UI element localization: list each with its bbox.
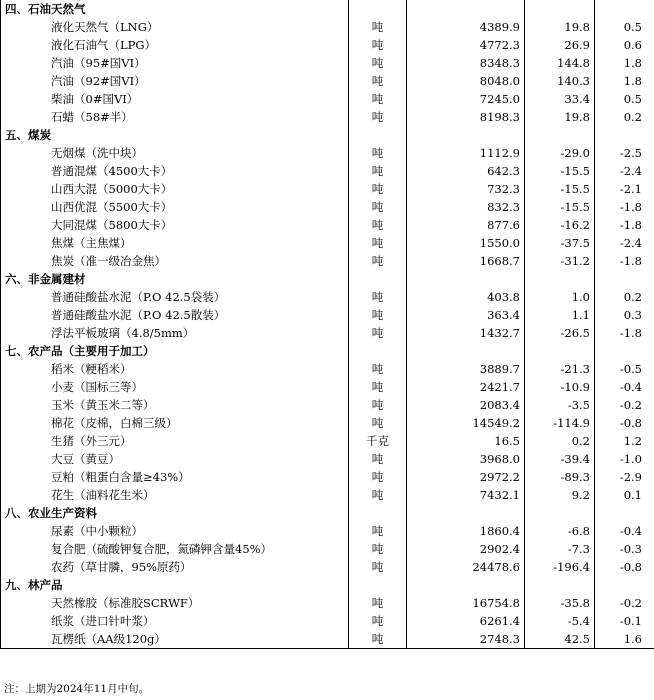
change-cell — [525, 0, 595, 18]
product-name: 液化天然气（LNG） — [1, 18, 349, 36]
product-name: 生猪（外三元） — [1, 432, 349, 450]
change-cell: -26.5 — [525, 324, 595, 342]
percent-cell — [595, 0, 654, 18]
price-cell: 403.8 — [407, 288, 525, 306]
price-cell: 2972.2 — [407, 468, 525, 486]
change-cell: 19.8 — [525, 108, 595, 126]
section-title: 七、农产品（主要用于加工） — [1, 342, 349, 360]
product-name: 玉米（黄玉米二等） — [1, 396, 349, 414]
unit-cell: 吨 — [349, 450, 407, 468]
change-cell: 42.5 — [525, 630, 595, 649]
footnote: 注：上期为2024年11月中旬。 — [4, 683, 150, 695]
unit-cell: 吨 — [349, 216, 407, 234]
price-cell: 16754.8 — [407, 594, 525, 612]
percent-cell: 0.2 — [595, 108, 654, 126]
change-cell: -15.5 — [525, 162, 595, 180]
section-header-row — [1, 0, 654, 18]
percent-cell: 1.8 — [595, 72, 654, 90]
unit-cell — [349, 576, 407, 594]
price-cell: 3889.7 — [407, 360, 525, 378]
percent-cell: -1.0 — [595, 450, 654, 468]
product-name: 普通硅酸盐水泥（P.O 42.5散装） — [1, 306, 349, 324]
price-cell — [407, 270, 525, 288]
unit-cell: 吨 — [349, 288, 407, 306]
product-name: 柴油（0#国VI） — [1, 90, 349, 108]
unit-cell: 吨 — [349, 162, 407, 180]
price-cell: 6261.4 — [407, 612, 525, 630]
change-cell: -37.5 — [525, 234, 595, 252]
change-cell: 33.4 — [525, 90, 595, 108]
table-row — [1, 558, 654, 576]
change-cell: -89.3 — [525, 468, 595, 486]
percent-cell: 1.8 — [595, 54, 654, 72]
change-cell — [525, 504, 595, 522]
unit-cell: 吨 — [349, 234, 407, 252]
product-name: 复合肥（硫酸钾复合肥，氮磷钾含量45%） — [1, 540, 349, 558]
table-row — [1, 468, 654, 486]
percent-cell: 1.2 — [595, 432, 654, 450]
change-cell: 9.2 — [525, 486, 595, 504]
table-row — [1, 72, 654, 90]
unit-cell: 吨 — [349, 324, 407, 342]
change-cell — [525, 126, 595, 144]
unit-cell — [349, 342, 407, 360]
price-cell — [407, 504, 525, 522]
price-cell: 2421.7 — [407, 378, 525, 396]
table-row — [1, 378, 654, 396]
section-title: 八、农业生产资料 — [1, 504, 349, 522]
change-cell: -7.3 — [525, 540, 595, 558]
change-cell: -31.2 — [525, 252, 595, 270]
product-name: 山西优混（5500大卡） — [1, 198, 349, 216]
table-row — [1, 252, 654, 270]
product-name: 无烟煤（洗中块） — [1, 144, 349, 162]
percent-cell: -2.4 — [595, 162, 654, 180]
table-row — [1, 90, 654, 108]
product-name: 大同混煤（5800大卡） — [1, 216, 349, 234]
change-cell: 0.2 — [525, 432, 595, 450]
product-name: 石蜡（58#半） — [1, 108, 349, 126]
unit-cell: 吨 — [349, 252, 407, 270]
price-cell: 1860.4 — [407, 522, 525, 540]
section-title: 五、煤炭 — [1, 126, 349, 144]
product-name: 花生（油料花生米） — [1, 486, 349, 504]
product-name: 焦炭（准一级冶金焦） — [1, 252, 349, 270]
change-cell: 1.1 — [525, 306, 595, 324]
change-cell: -35.8 — [525, 594, 595, 612]
change-cell: -5.4 — [525, 612, 595, 630]
table-row — [1, 522, 654, 540]
unit-cell: 吨 — [349, 36, 407, 54]
price-cell: 16.5 — [407, 432, 525, 450]
table-row — [1, 324, 654, 342]
table-row — [1, 360, 654, 378]
price-cell: 1668.7 — [407, 252, 525, 270]
table-row — [1, 18, 654, 36]
percent-cell: -2.4 — [595, 234, 654, 252]
change-cell — [525, 342, 595, 360]
table-row — [1, 306, 654, 324]
unit-cell: 吨 — [349, 108, 407, 126]
unit-cell: 吨 — [349, 540, 407, 558]
unit-cell: 吨 — [349, 558, 407, 576]
price-cell: 2902.4 — [407, 540, 525, 558]
product-name: 汽油（95#国VI） — [1, 54, 349, 72]
unit-cell: 吨 — [349, 396, 407, 414]
price-cell — [407, 126, 525, 144]
percent-cell: -1.8 — [595, 216, 654, 234]
percent-cell: -2.5 — [595, 144, 654, 162]
price-cell: 732.3 — [407, 180, 525, 198]
table-row — [1, 594, 654, 612]
table-row — [1, 540, 654, 558]
change-cell — [525, 576, 595, 594]
price-cell: 363.4 — [407, 306, 525, 324]
section-header-row — [1, 504, 654, 522]
change-cell: 19.8 — [525, 18, 595, 36]
product-name: 小麦（国标三等） — [1, 378, 349, 396]
change-cell: -196.4 — [525, 558, 595, 576]
percent-cell: 0.5 — [595, 90, 654, 108]
unit-cell: 吨 — [349, 468, 407, 486]
product-name: 汽油（92#国VI） — [1, 72, 349, 90]
percent-cell: 1.6 — [595, 630, 654, 649]
table-row — [1, 414, 654, 432]
percent-cell — [595, 342, 654, 360]
unit-cell: 吨 — [349, 630, 407, 649]
percent-cell: 0.6 — [595, 36, 654, 54]
unit-cell: 吨 — [349, 180, 407, 198]
table-row — [1, 36, 654, 54]
percent-cell: -1.8 — [595, 198, 654, 216]
percent-cell — [595, 504, 654, 522]
price-cell: 877.6 — [407, 216, 525, 234]
table-row — [1, 288, 654, 306]
product-name: 焦煤（主焦煤） — [1, 234, 349, 252]
table-row — [1, 198, 654, 216]
change-cell: -39.4 — [525, 450, 595, 468]
change-cell: -3.5 — [525, 396, 595, 414]
unit-cell — [349, 270, 407, 288]
percent-cell: -0.8 — [595, 558, 654, 576]
percent-cell: -0.2 — [595, 396, 654, 414]
price-cell: 1550.0 — [407, 234, 525, 252]
percent-cell: -0.5 — [595, 360, 654, 378]
section-header-row — [1, 126, 654, 144]
product-name: 浮法平板玻璃（4.8/5mm） — [1, 324, 349, 342]
unit-cell: 千克 — [349, 432, 407, 450]
change-cell — [525, 270, 595, 288]
table-row — [1, 234, 654, 252]
price-cell: 8048.0 — [407, 72, 525, 90]
table-row — [1, 162, 654, 180]
product-name: 豆粕（粗蛋白含量≥43%） — [1, 468, 349, 486]
percent-cell: -0.2 — [595, 594, 654, 612]
change-cell: -6.8 — [525, 522, 595, 540]
section-header-row — [1, 342, 654, 360]
product-name: 液化石油气（LPG） — [1, 36, 349, 54]
change-cell: -10.9 — [525, 378, 595, 396]
unit-cell: 吨 — [349, 522, 407, 540]
unit-cell: 吨 — [349, 18, 407, 36]
percent-cell: -0.1 — [595, 612, 654, 630]
unit-cell — [349, 504, 407, 522]
unit-cell: 吨 — [349, 72, 407, 90]
table-row — [1, 612, 654, 630]
price-cell: 8198.3 — [407, 108, 525, 126]
unit-cell: 吨 — [349, 414, 407, 432]
percent-cell: 0.3 — [595, 306, 654, 324]
unit-cell: 吨 — [349, 144, 407, 162]
table-row — [1, 108, 654, 126]
price-cell — [407, 576, 525, 594]
table-row — [1, 396, 654, 414]
price-cell: 4389.9 — [407, 18, 525, 36]
percent-cell: -1.8 — [595, 252, 654, 270]
product-name: 普通硅酸盐水泥（P.O 42.5袋装） — [1, 288, 349, 306]
price-cell: 832.3 — [407, 198, 525, 216]
product-name: 瓦楞纸（AA级120g） — [1, 630, 349, 649]
price-cell: 1112.9 — [407, 144, 525, 162]
price-cell: 642.3 — [407, 162, 525, 180]
change-cell: 1.0 — [525, 288, 595, 306]
product-name: 普通混煤（4500大卡） — [1, 162, 349, 180]
unit-cell: 吨 — [349, 486, 407, 504]
percent-cell: -0.3 — [595, 540, 654, 558]
price-cell — [407, 342, 525, 360]
unit-cell: 吨 — [349, 198, 407, 216]
price-cell: 7432.1 — [407, 486, 525, 504]
percent-cell: -1.8 — [595, 324, 654, 342]
section-title: 四、石油天然气 — [1, 0, 349, 18]
price-cell: 24478.6 — [407, 558, 525, 576]
price-cell: 14549.2 — [407, 414, 525, 432]
table-row — [1, 54, 654, 72]
table-row — [1, 432, 654, 450]
section-title: 六、非金属建材 — [1, 270, 349, 288]
percent-cell — [595, 576, 654, 594]
table-row — [1, 180, 654, 198]
change-cell: -21.3 — [525, 360, 595, 378]
product-name: 大豆（黄豆） — [1, 450, 349, 468]
product-name: 农药（草甘膦，95%原药） — [1, 558, 349, 576]
percent-cell: -0.8 — [595, 414, 654, 432]
product-name: 尿素（中小颗粒） — [1, 522, 349, 540]
unit-cell: 吨 — [349, 360, 407, 378]
table-row — [1, 450, 654, 468]
percent-cell — [595, 126, 654, 144]
unit-cell: 吨 — [349, 594, 407, 612]
price-cell: 1432.7 — [407, 324, 525, 342]
price-cell: 4772.3 — [407, 36, 525, 54]
product-name: 天然橡胶（标准胶SCRWF） — [1, 594, 349, 612]
change-cell: -114.9 — [525, 414, 595, 432]
price-cell — [407, 0, 525, 18]
section-title: 九、林产品 — [1, 576, 349, 594]
unit-cell — [349, 0, 407, 18]
product-name: 纸浆（进口针叶浆） — [1, 612, 349, 630]
percent-cell: -0.4 — [595, 378, 654, 396]
price-cell: 8348.3 — [407, 54, 525, 72]
percent-cell: -2.9 — [595, 468, 654, 486]
unit-cell: 吨 — [349, 54, 407, 72]
unit-cell: 吨 — [349, 306, 407, 324]
change-cell: 144.8 — [525, 54, 595, 72]
unit-cell: 吨 — [349, 378, 407, 396]
price-cell: 7245.0 — [407, 90, 525, 108]
product-name: 稻米（粳稻米） — [1, 360, 349, 378]
table-row — [1, 630, 654, 649]
table-row — [1, 216, 654, 234]
price-cell: 2083.4 — [407, 396, 525, 414]
change-cell: -15.5 — [525, 180, 595, 198]
price-table-body — [1, 0, 654, 649]
table-row — [1, 144, 654, 162]
change-cell: 140.3 — [525, 72, 595, 90]
percent-cell: 0.2 — [595, 288, 654, 306]
percent-cell: -0.4 — [595, 522, 654, 540]
section-header-row — [1, 270, 654, 288]
change-cell: -15.5 — [525, 198, 595, 216]
price-cell: 3968.0 — [407, 450, 525, 468]
unit-cell: 吨 — [349, 612, 407, 630]
percent-cell: 0.5 — [595, 18, 654, 36]
product-name: 山西大混（5000大卡） — [1, 180, 349, 198]
percent-cell — [595, 270, 654, 288]
product-name: 棉花（皮棉，白棉三级） — [1, 414, 349, 432]
table-row — [1, 486, 654, 504]
section-header-row — [1, 576, 654, 594]
price-cell: 2748.3 — [407, 630, 525, 649]
change-cell: 26.9 — [525, 36, 595, 54]
change-cell: -16.2 — [525, 216, 595, 234]
percent-cell: -2.1 — [595, 180, 654, 198]
percent-cell: 0.1 — [595, 486, 654, 504]
unit-cell — [349, 126, 407, 144]
change-cell: -29.0 — [525, 144, 595, 162]
unit-cell: 吨 — [349, 90, 407, 108]
